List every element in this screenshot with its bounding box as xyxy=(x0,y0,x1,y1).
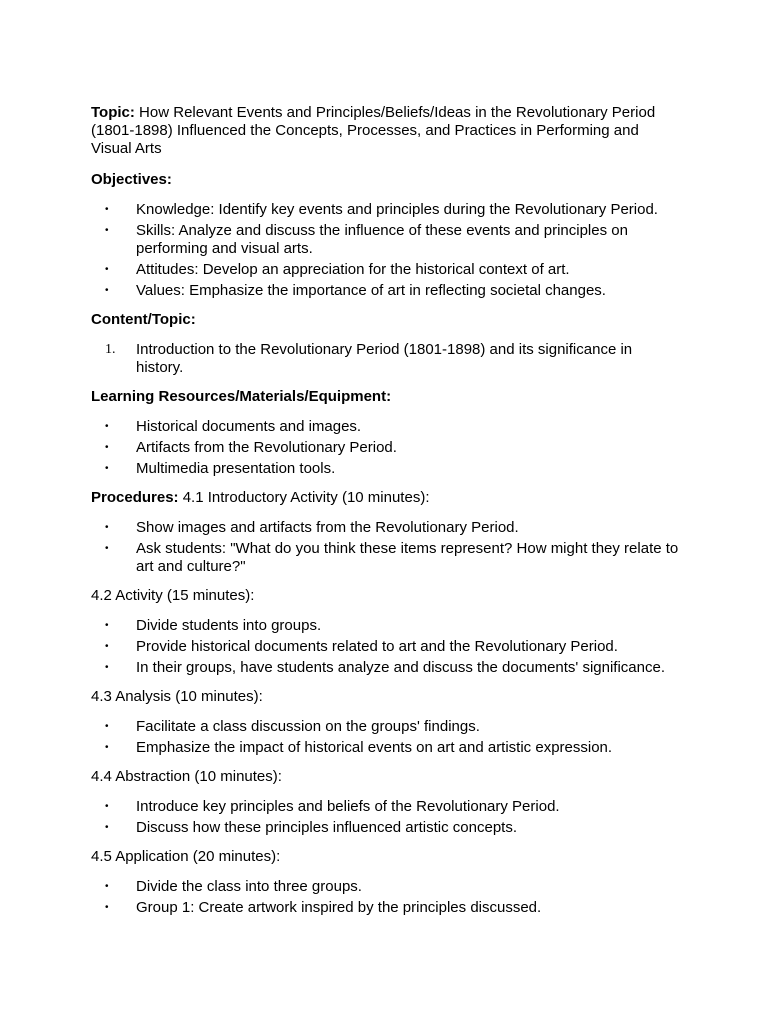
list-item xyxy=(91,460,681,478)
list-item-text: Multimedia presentation tools. xyxy=(136,460,336,477)
list-item-text: Skills: Analyze and discuss the influence of these events and principles on performing and visual arts. xyxy=(136,222,628,257)
list-item-text: Historical documents and images. xyxy=(136,418,362,435)
bullet-icon: • xyxy=(105,801,109,812)
list-item-text: Discuss how these principles influenced artistic concepts. xyxy=(136,819,518,836)
list-item xyxy=(91,819,681,837)
bullet-icon: • xyxy=(105,620,109,631)
list-item-text: Attitudes: Develop an appreciation for the historical context of art. xyxy=(136,261,570,278)
bullet-icon: • xyxy=(105,902,109,913)
bullet-icon: • xyxy=(105,463,109,474)
bullet-icon: • xyxy=(105,543,109,554)
bullet-icon: • xyxy=(105,442,109,453)
list-item xyxy=(91,718,681,736)
list-item-text: In their groups, have students analyze and discuss the documents' significance. xyxy=(136,659,666,676)
topic-paragraph xyxy=(91,104,681,158)
analysis-list xyxy=(91,718,681,757)
bullet-icon: • xyxy=(105,721,109,732)
bullet-icon: • xyxy=(105,421,109,432)
list-item xyxy=(91,659,681,677)
bullet-icon: • xyxy=(105,204,109,215)
list-item xyxy=(91,638,681,656)
document-page xyxy=(91,104,681,928)
list-item-text: Ask students: "What do you think these items represent? How might they relate to art and culture?" xyxy=(136,540,679,575)
list-item-text: Knowledge: Identify key events and principles during the Revolutionary Period. xyxy=(136,201,658,218)
list-item xyxy=(91,439,681,457)
list-number: 1. xyxy=(105,342,116,357)
list-item-text: Facilitate a class discussion on the groups' findings. xyxy=(136,718,480,735)
list-item xyxy=(91,899,681,917)
list-item xyxy=(91,878,681,896)
topic-text: How Relevant Events and Principles/Beliefs/Ideas in the Revolutionary Period (1801-1898) Influenced the Concepts, Processes, and Practices in Performing and Visual Arts xyxy=(91,104,656,157)
bullet-icon: • xyxy=(105,662,109,673)
list-item xyxy=(91,617,681,635)
list-item xyxy=(91,519,681,537)
list-item-text: Divide students into groups. xyxy=(136,617,322,634)
list-item-text: Divide the class into three groups. xyxy=(136,878,362,895)
list-item-text: Provide historical documents related to art and the Revolutionary Period. xyxy=(136,638,618,655)
list-item-text: Artifacts from the Revolutionary Period. xyxy=(136,439,397,456)
list-item xyxy=(91,282,681,300)
list-item xyxy=(91,739,681,757)
procedures-list xyxy=(91,519,681,576)
procedures-label: Procedures: xyxy=(91,489,179,506)
bullet-icon: • xyxy=(105,225,109,236)
list-item xyxy=(91,222,681,258)
list-item-text: Values: Emphasize the importance of art in reflecting societal changes. xyxy=(136,282,606,299)
content-list xyxy=(91,341,681,377)
list-item xyxy=(91,540,681,576)
list-item-text: Show images and artifacts from the Revolutionary Period. xyxy=(136,519,519,536)
topic-label: Topic: xyxy=(91,104,135,121)
bullet-icon: • xyxy=(105,822,109,833)
bullet-icon: • xyxy=(105,881,109,892)
application-heading: 4.5 Application (20 minutes): xyxy=(91,848,281,865)
list-item xyxy=(91,201,681,219)
bullet-icon: • xyxy=(105,285,109,296)
list-item xyxy=(91,798,681,816)
list-item-text: Introduce key principles and beliefs of the Revolutionary Period. xyxy=(136,798,560,815)
bullet-icon: • xyxy=(105,742,109,753)
activity-list xyxy=(91,617,681,677)
list-item xyxy=(91,418,681,436)
bullet-icon: • xyxy=(105,641,109,652)
abstraction-heading: 4.4 Abstraction (10 minutes): xyxy=(91,768,282,785)
procedures-paragraph xyxy=(91,489,681,507)
resources-heading: Learning Resources/Materials/Equipment: xyxy=(91,388,392,405)
activity-heading: 4.2 Activity (15 minutes): xyxy=(91,587,255,604)
bullet-icon: • xyxy=(105,522,109,533)
list-item-text: Group 1: Create artwork inspired by the principles discussed. xyxy=(136,899,542,916)
objectives-heading: Objectives: xyxy=(91,171,172,188)
content-heading: Content/Topic: xyxy=(91,311,196,328)
bullet-icon: • xyxy=(105,264,109,275)
procedures-text: 4.1 Introductory Activity (10 minutes): xyxy=(178,489,430,506)
list-item-text: Introduction to the Revolutionary Period (1801-1898) and its significance in history. xyxy=(136,341,633,376)
application-list xyxy=(91,878,681,917)
objectives-list xyxy=(91,201,681,300)
analysis-heading: 4.3 Analysis (10 minutes): xyxy=(91,688,263,705)
list-item-text: Emphasize the impact of historical events on art and artistic expression. xyxy=(136,739,613,756)
abstraction-list xyxy=(91,798,681,837)
list-item xyxy=(91,261,681,279)
resources-list xyxy=(91,418,681,478)
list-item xyxy=(91,341,681,377)
